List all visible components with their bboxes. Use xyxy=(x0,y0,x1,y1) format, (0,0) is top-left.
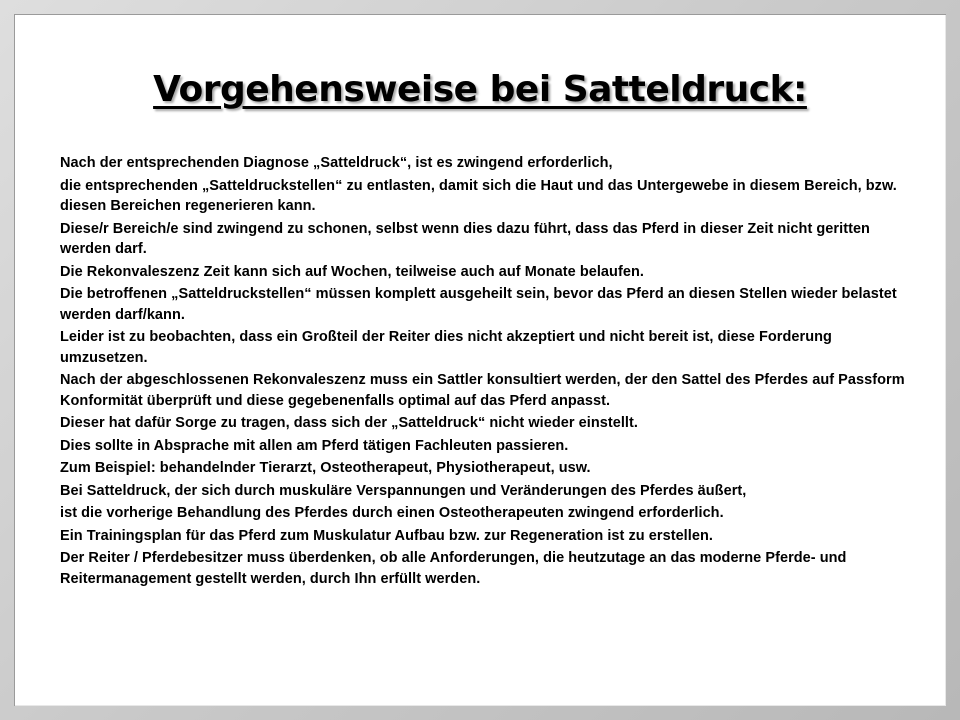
paragraph: Bei Satteldruck, der sich durch muskuläre Verspannungen und Veränderungen des Pferdes äußert, xyxy=(60,482,747,499)
paragraph: Die betroffenen „Satteldruckstellen“ müssen komplett ausgeheilt sein, bevor das Pferd an diesen Stellen wieder belastet werden darf/kann. xyxy=(60,286,897,323)
paragraph: Nach der abgeschlossenen Rekonvaleszenz muss ein Sattler konsultiert werden, der den Sattel des Pferdes auf Passform Konformität überprüft und diese gegebenenfalls optimal auf das Pferd anpasst. xyxy=(60,372,905,409)
paragraph: Zum Beispiel: behandelnder Tierarzt, Osteotherapeut, Physiotherapeut, usw. xyxy=(60,460,591,476)
slide-body xyxy=(60,153,920,591)
paragraph: Leider ist zu beobachten, dass ein Großteil der Reiter dies nicht akzeptiert und nicht bereit ist, diese Forderung umzusetzen. xyxy=(60,329,832,366)
paragraph: Die Rekonvaleszenz Zeit kann sich auf Wochen, teilweise auch auf Monate belaufen. xyxy=(60,263,644,280)
paragraph: die entsprechenden „Satteldruckstellen“ zu entlasten, damit sich die Haut und das Untergewebe in diesem Bereich, bzw. diesen Bereichen regenerieren kann. xyxy=(60,177,897,214)
paragraph: Nach der entsprechenden Diagnose „Satteldruck“, ist es zwingend erforderlich, xyxy=(60,155,613,171)
paragraph: Diese/r Bereich/e sind zwingend zu schonen, selbst wenn dies dazu führt, dass das Pferd in dieser Zeit nicht geritten werden darf. xyxy=(60,220,870,257)
paragraph: ist die vorherige Behandlung des Pferdes durch einen Osteotherapeuten zwingend erforderlich. xyxy=(60,505,724,521)
paragraph: Dieser hat dafür Sorge zu tragen, dass sich der „Satteldruck“ nicht wieder einstellt. xyxy=(60,415,638,431)
paragraph: Der Reiter / Pferdebesitzer muss überdenken, ob alle Anforderungen, die heutzutage an das moderne Pferde- und Reitermanagement gestellt werden, durch Ihn erfüllt werden. xyxy=(60,550,847,587)
paragraph: Dies sollte in Absprache mit allen am Pferd tätigen Fachleuten passieren. xyxy=(60,437,569,454)
slide-title: Vorgehensweise bei Satteldruck: xyxy=(153,69,807,110)
paragraph: Ein Trainingsplan für das Pferd zum Muskulatur Aufbau bzw. zur Regeneration ist zu erstellen. xyxy=(60,527,713,544)
